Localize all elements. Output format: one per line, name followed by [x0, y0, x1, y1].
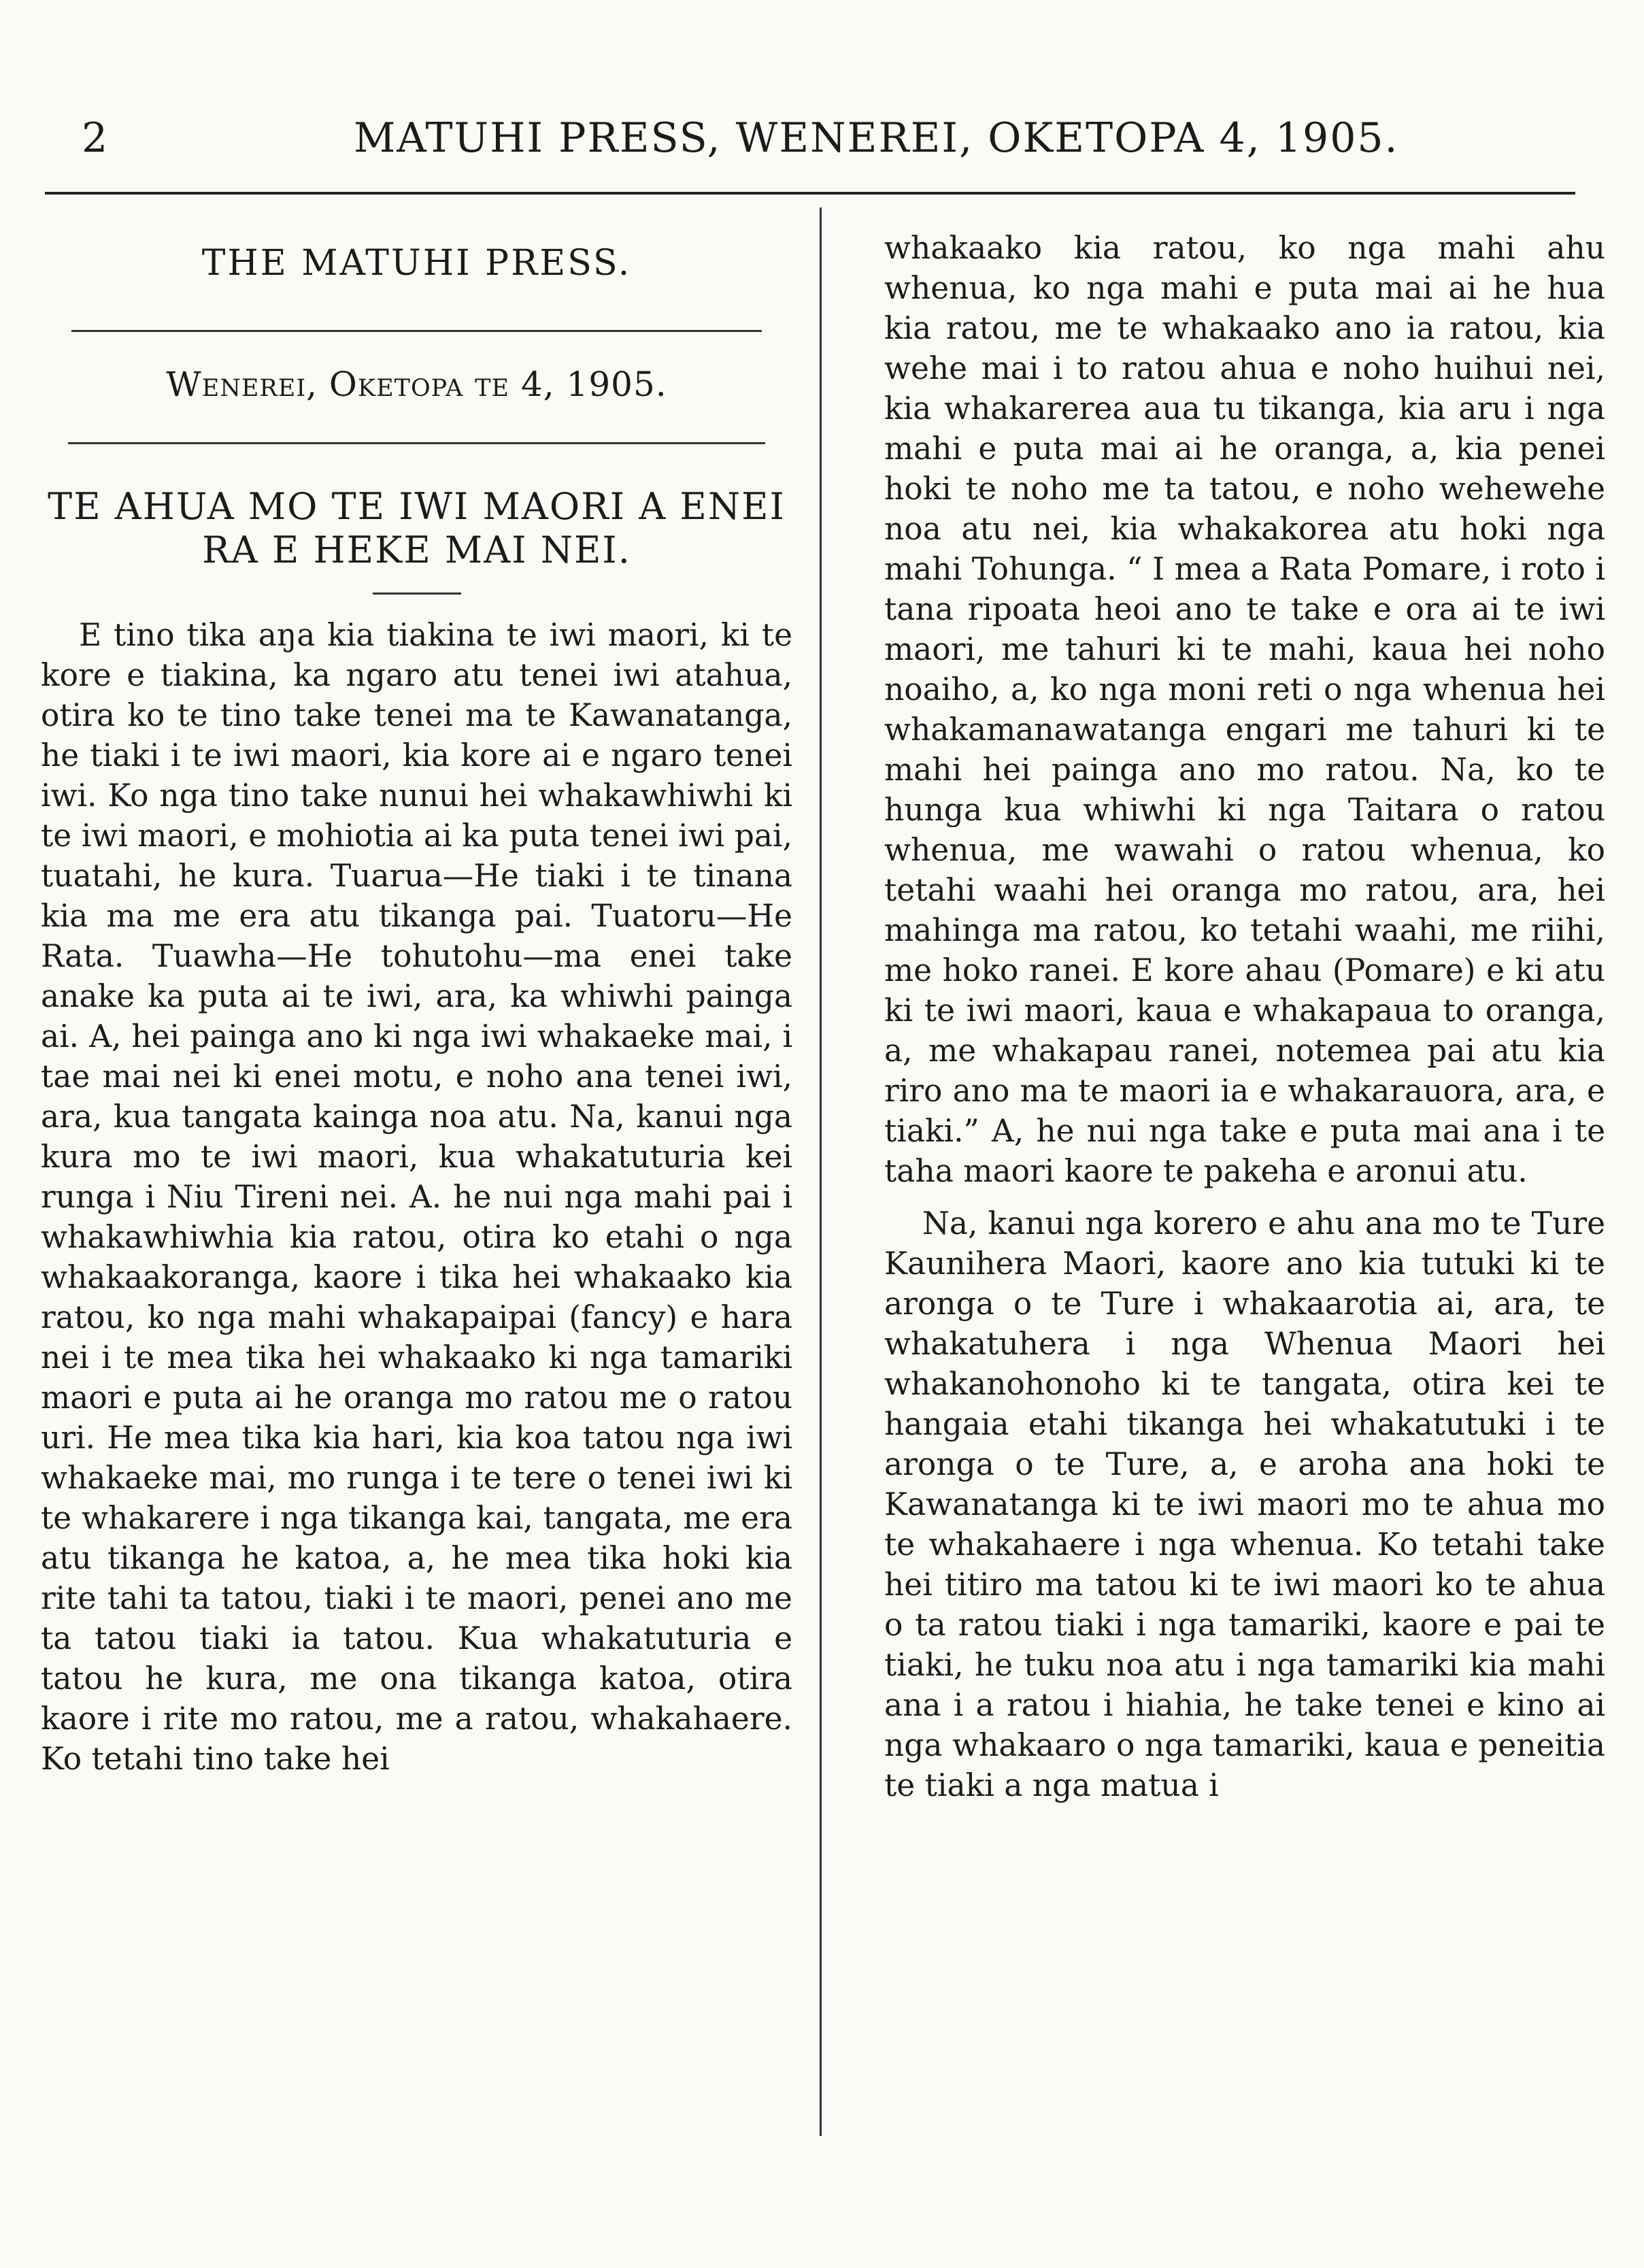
left-column	[41, 207, 792, 1779]
article-body-right: whakaako kia ratou, ko nga mahi ahu whenua, ko nga mahi e puta mai ai he hua kia ratou, me te whakaako ano ia ratou, kia wehe mai i to ratou ahua e noho huihui nei, kia whakarerea aua tu tikanga, kia aru i nga mahi e puta mai ai he oranga, a, kia penei hoki te noho me ta tatou, e noho wehewehe noa atu nei, kia whakakorea atu hoki nga mahi Tohunga. “ I mea a Rata Pomare, i roto i tana ripoata heoi ano te take e ora ai te iwi maori, me tahuri ki te mahi, kaua hei noho noaiho, a, ko nga moni reti o nga whenua hei whakamanawatanga engari me tahuri ki te mahi hei painga ano mo ratou. Na, ko te hunga kua whiwhi ki nga Taitara o ratou whenua, me wawahi o ratou whenua, ko tetahi waahi hei oranga mo ratou, ara, hei mahinga ma ratou, ko tetahi waahi, me riihi, me hoko ranei. E kore ahau (Pomare) e ki atu ki te iwi maori, kaua e whakapaua to oranga, a, me whakapau ranei, notemea pai atu kia riro ano ma te maori ia e whakarauora, ara, e tiaki.” A, he nui nga take e puta mai ana i te taha maori kaore te pakeha e aronui atu.	[884, 230, 1605, 1189]
masthead-title: THE MATUHI PRESS.	[201, 243, 632, 284]
running-head: MATUHI PRESS, WENEREI, OKETOPA 4, 1905.	[354, 114, 1399, 162]
header-rule	[45, 192, 1575, 195]
dateline-text: Wenerei, Oketopa te 4, 1905.	[166, 365, 667, 404]
column-divider	[820, 207, 822, 2136]
dateline-rule	[68, 442, 765, 444]
headline-rule	[373, 593, 461, 595]
page-header	[41, 114, 1578, 169]
dateline	[41, 365, 792, 404]
article-body-left: E tino tika aŋa kia tiakina te iwi maori, ki te kore e tiakina, ka ngaro atu tenei iwi atahua, otira ko te tino take tenei ma te Kawanatanga, he tiaki i te iwi maori, kia kore ai e ngaro tenei iwi. Ko nga tino take nunui hei whakawhiwhi ki te iwi maori, e mohiotia ai ka puta tenei iwi pai, tuatahi, he kura. Tuarua—He tiaki i te tinana kia ma me era atu tikanga pai. Tuatoru—He Rata. Tuawha—He tohutohu—ma enei take anake ka puta ai te iwi, ara, ka whiwhi painga ai. A, hei painga ano ki nga iwi whakaeke mai, i tae mai nei ki enei motu, e noho ana tenei iwi, ara, kua tangata kainga noa atu. Na, kanui nga kura mo te iwi maori, kua whakatuturia kei runga i Niu Tireni nei. A. he nui nga mahi pai i whakawhiwhia kia ratou, otira ko etahi o nga whakaakoranga, kaore i tika hei whakaako kia ratou, ko nga mahi whakapaipai (fancy) e hara nei i te mea tika hei whakaako ki nga tamariki maori e puta ai he oranga mo ratou me o ratou uri. He mea tika kia hari, kia koa tatou nga iwi whakaeke mai, mo runga i te tere o tenei iwi ki te whakarere i nga tikanga kai, tangata, me era atu tikanga he katoa, a, he mea tika hoki kia rite tahi ta tatou, tiaki i te maori, penei ano me ta tatou tiaki ia tatou. Kua whakatuturia e tatou he kura, me ona tikanga katoa, otira kaore i rite mo ratou, me a ratou, whakahaere. Ko tetahi tino take hei	[41, 617, 792, 1777]
masthead-rule	[71, 330, 762, 332]
article-paragraph: Na, kanui nga korero e ahu ana mo te Ture Kaunihera Maori, kaore ano kia tutuki ki te aronga o te Ture i whakaarotia ai, ara, te whakatuhera i nga Whenua Maori hei whakanohonoho ki te tangata, otira kei te hangaia etahi tikanga hei whakatutuki i te aronga o te Ture, a, e aroha ana hoki te Kawanatanga ki te iwi maori mo te ahua mo te whakahaere i nga whenua. Ko tetahi take hei titiro ma tatou ki te iwi maori ko te ahua o ta ratou tiaki i nga tamariki, kaore e pai te tiaki, he tuku noa atu i nga tamariki kia mahi ana i a ratou i hiahia, he take tenei e kino ai nga whakaaro o nga tamariki, kaua e peneitia te tiaki a nga matua i	[884, 1205, 1605, 1803]
article-headline: TE AHUA MO TE IWI MAORI A ENEI RA E HEKE MAI NEI.	[48, 485, 786, 571]
right-column	[884, 207, 1605, 1805]
page-number: 2	[82, 114, 110, 162]
